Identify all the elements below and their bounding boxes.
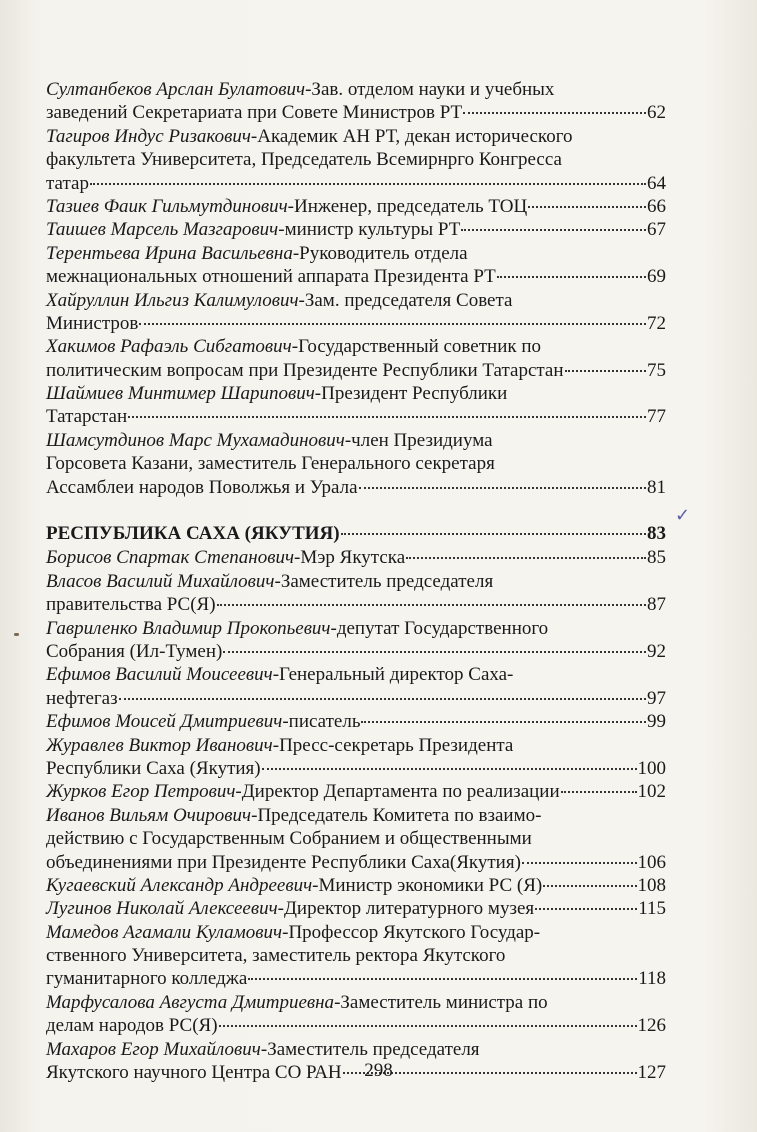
person-name: Лугинов Николай Алексеевич <box>46 898 278 920</box>
person-name: Борисов Спартак Степанович <box>46 547 295 569</box>
dot-leader <box>217 604 646 606</box>
section-heading <box>46 523 666 546</box>
index-entry <box>46 335 666 382</box>
entry-line <box>46 897 666 920</box>
section-page: 83 <box>647 523 666 545</box>
entry-line <box>46 546 666 569</box>
entry-description: Заместитель председателя <box>267 1038 480 1060</box>
entry-description: министр культуры РТ <box>284 219 461 241</box>
dot-leader <box>522 862 637 864</box>
entry-page: 64 <box>647 172 666 194</box>
separator: - <box>292 242 300 264</box>
entry-line <box>46 921 666 944</box>
index-entry <box>46 663 666 710</box>
separator: - <box>251 804 258 826</box>
entry-description: Государственный советник по <box>298 336 542 358</box>
entry-description: Заместитель председателя <box>280 570 494 592</box>
person-name: Власов Василий Михайлович <box>46 570 275 592</box>
entry-page: 75 <box>647 359 666 381</box>
entry-description: Пресс-секретарь Президента <box>279 734 514 756</box>
separator: - <box>298 289 305 311</box>
entry-line <box>46 452 666 475</box>
index-entry <box>46 710 666 733</box>
person-name: Журавлев Виктор Иванович <box>46 734 273 756</box>
entry-description: Ассамблеи народов Поволжья и Урала <box>46 476 358 498</box>
entry-description: гуманитарного колледжа <box>46 968 248 990</box>
entry-line <box>46 476 666 499</box>
entry-description: политическим вопросам при Президенте Республики Татарстан <box>46 359 564 381</box>
entry-line <box>46 991 666 1014</box>
separator: - <box>312 874 319 896</box>
person-name: Ефимов Василий Моисеевич <box>46 664 273 686</box>
separator: - <box>260 1038 268 1060</box>
entry-page: 106 <box>637 851 666 873</box>
index-entry <box>46 897 666 920</box>
entry-line <box>46 593 666 616</box>
entry-line <box>46 617 666 640</box>
person-name: Марфусалова Августа Дмитриевна <box>46 991 335 1013</box>
dot-leader <box>461 229 646 231</box>
person-name: Журков Егор Петрович <box>46 781 236 803</box>
entry-line <box>46 827 666 850</box>
entry-line <box>46 757 666 780</box>
separator: - <box>278 219 285 241</box>
index-entry <box>46 546 666 569</box>
entry-line <box>46 640 666 663</box>
entry-description: писатель <box>288 711 361 733</box>
dot-leader <box>463 112 646 114</box>
separator: - <box>344 429 352 451</box>
dot-leader <box>359 487 646 489</box>
entry-line <box>46 218 666 241</box>
entry-page: 127 <box>637 1062 666 1084</box>
entry-page: 77 <box>647 406 666 428</box>
entry-description: факультета Университета, Председатель Всемирнрго Конгресса <box>46 149 562 171</box>
entry-description: делам народов РС(Я) <box>46 1015 218 1037</box>
dot-leader <box>248 978 637 980</box>
entry-line <box>46 710 666 733</box>
separator: - <box>305 79 312 100</box>
dot-leader <box>543 885 636 887</box>
entry-description: действию с Государственным Собранием и общественными <box>46 828 532 850</box>
entry-page: 66 <box>647 195 666 217</box>
person-name: Кугаевский Александр Андреевич <box>46 874 313 896</box>
person-name: Гавриленко Владимир Прокопьевич <box>46 617 331 639</box>
entry-description: Республики Саха (Якутия) <box>46 757 261 779</box>
dot-leader <box>139 323 646 325</box>
dot-leader <box>262 768 637 770</box>
entry-line <box>46 195 666 218</box>
entry-description: правительства РС(Я) <box>46 594 216 616</box>
index-entry <box>46 242 666 289</box>
dot-leader <box>565 370 646 372</box>
entry-line <box>46 874 666 897</box>
dot-leader <box>497 276 646 278</box>
check-mark: ✓ <box>675 505 691 526</box>
entry-description: Якутского научного Центра СО РАН <box>46 1062 342 1084</box>
separator: - <box>314 383 322 405</box>
person-name: Султанбеков Арслан Булатович <box>46 79 306 100</box>
person-name: Махаров Егор Михайлович <box>46 1038 261 1060</box>
entry-line <box>46 101 666 124</box>
entry-line <box>46 687 666 710</box>
person-name: Таишев Марсель Мазгарович <box>46 219 279 241</box>
separator: - <box>277 898 284 920</box>
entry-line <box>46 570 666 593</box>
person-name: Иванов Вильям Очирович <box>46 804 252 826</box>
entry-description: нефтегаз <box>46 687 118 709</box>
separator: - <box>235 781 242 803</box>
index-entry <box>46 921 666 991</box>
entry-line <box>46 429 666 452</box>
entry-line <box>46 289 666 312</box>
person-name: Хакимов Рафаэль Сибгатович <box>46 336 292 358</box>
entry-description: Генеральный директор Саха- <box>279 664 514 686</box>
index-entry <box>46 429 666 499</box>
entry-page: 100 <box>637 757 666 779</box>
entry-line <box>46 359 666 382</box>
entry-page: 69 <box>647 266 666 288</box>
dot-leader <box>90 183 646 185</box>
entry-page: 85 <box>647 547 666 569</box>
dot-leader <box>535 908 637 910</box>
dot-leader <box>406 557 646 559</box>
separator: - <box>250 125 258 147</box>
entry-description: Председатель Комитета по взаимо- <box>257 804 542 826</box>
person-name: Терентьева Ирина Васильевна <box>46 242 293 264</box>
dot-leader <box>128 416 646 418</box>
entry-description: член Президиума <box>351 429 493 451</box>
dot-leader <box>219 1025 637 1027</box>
index-entry <box>46 804 666 874</box>
entry-description: Профессор Якутского Государ- <box>288 921 541 943</box>
entry-line <box>46 663 666 686</box>
entry-page: 115 <box>638 898 666 920</box>
entry-description: Министр экономики РС (Я) <box>318 874 543 896</box>
entry-line <box>46 148 666 171</box>
dot-leader <box>561 791 637 793</box>
entry-description: татар <box>46 172 89 194</box>
entry-description: межнациональных отношений аппарата Президента РТ <box>46 266 496 288</box>
entry-line <box>46 780 666 803</box>
entry-line <box>46 382 666 405</box>
entry-description: Зам. председателя Совета <box>304 289 513 311</box>
dot-leader <box>119 698 646 700</box>
person-name: Тазиев Фаик Гильмутдинович <box>46 195 288 217</box>
page-number: 298 <box>364 1060 393 1081</box>
index-list-tatarstan <box>46 78 666 499</box>
entry-page: 72 <box>647 312 666 334</box>
entry-line <box>46 405 666 428</box>
entry-description: Руководитель отдела <box>299 242 468 264</box>
entry-description: Зав. отделом науки и учебных <box>311 79 555 100</box>
entry-line <box>46 1038 666 1061</box>
entry-page: 87 <box>647 594 666 616</box>
entry-line <box>46 734 666 757</box>
section-title: РЕСПУБЛИКА САХА (ЯКУТИЯ) <box>46 523 340 545</box>
entry-line <box>46 172 666 195</box>
person-name: Шаймиев Минтимер Шарипович <box>46 383 315 405</box>
index-entry <box>46 382 666 429</box>
separator: - <box>334 991 341 1013</box>
separator: - <box>272 734 280 756</box>
entry-description: Директор литературного музея <box>283 898 535 920</box>
entry-description: Мэр Якутска <box>300 547 406 569</box>
entry-description: ственного Университета, заместитель ректора Якутского <box>46 945 506 967</box>
separator: - <box>330 617 337 639</box>
index-entry <box>46 218 666 241</box>
index-entry <box>46 734 666 781</box>
person-name: Хайруллин Ильгиз Калимулович <box>46 289 299 311</box>
entry-page: 118 <box>638 968 666 990</box>
entry-description: Татарстан <box>46 406 128 428</box>
entry-page: 62 <box>647 102 666 124</box>
entry-line <box>46 851 666 874</box>
entry-line <box>46 804 666 827</box>
dot-leader <box>528 206 646 208</box>
entry-page: 108 <box>637 874 666 896</box>
entry-line <box>46 242 666 265</box>
entry-description: Инженер, председатель ТОЦ <box>293 195 528 217</box>
entry-page: 99 <box>647 711 666 733</box>
index-entry <box>46 780 666 803</box>
entry-description: депутат Государственного <box>336 617 549 639</box>
person-name: Ефимов Моисей Дмитриевич <box>46 711 283 733</box>
index-entry <box>46 195 666 218</box>
entry-description: Горсовета Казани, заместитель Генерального секретаря <box>46 453 495 475</box>
entry-page: 92 <box>647 640 666 662</box>
entry-line <box>46 335 666 358</box>
entry-line <box>46 312 666 335</box>
entry-description: Министров <box>46 312 139 334</box>
entry-line <box>46 944 666 967</box>
entry-page: 126 <box>637 1015 666 1037</box>
separator: - <box>272 664 280 686</box>
index-content <box>46 78 666 1084</box>
separator: - <box>294 547 301 569</box>
index-entry <box>46 78 666 125</box>
index-entry <box>46 289 666 336</box>
entry-description: Президент Республики <box>321 383 508 405</box>
entry-description: Заместитель министра по <box>340 991 548 1013</box>
paper-speck <box>14 633 19 636</box>
dot-leader <box>223 651 646 653</box>
index-entry <box>46 617 666 664</box>
entry-line <box>46 967 666 990</box>
entry-page: 102 <box>637 781 666 803</box>
index-entry <box>46 874 666 897</box>
person-name: Шамсутдинов Марс Мухамадинович <box>46 429 345 451</box>
separator: - <box>287 195 294 217</box>
entry-page: 67 <box>647 219 666 241</box>
person-name: Тагиров Индус Ризакович <box>46 125 251 147</box>
person-name: Мамедов Агамали Куламович <box>46 921 283 943</box>
entry-description: Академик АН РТ, декан исторического <box>257 125 573 147</box>
separator: - <box>291 336 299 358</box>
entry-description: Собрания (Ил-Тумен) <box>46 640 223 662</box>
index-entry <box>46 125 666 195</box>
separator: - <box>282 921 289 943</box>
entry-line <box>46 125 666 148</box>
dot-leader <box>341 533 646 535</box>
separator: - <box>274 570 281 592</box>
index-entry <box>46 991 666 1038</box>
entry-description: заведений Секретариата при Совете Министров РТ <box>46 102 463 124</box>
entry-page: 97 <box>647 687 666 709</box>
index-entry <box>46 570 666 617</box>
entry-line <box>46 78 666 101</box>
dot-leader <box>361 721 646 723</box>
separator: - <box>282 711 289 733</box>
entry-line <box>46 1014 666 1037</box>
entry-line <box>46 265 666 288</box>
entry-description: объединениями при Президенте Республики Саха(Якутия) <box>46 851 521 873</box>
index-list-sakha <box>46 546 666 1084</box>
entry-page: 81 <box>647 476 666 498</box>
entry-description: Директор Департамента по реализации <box>241 781 560 803</box>
